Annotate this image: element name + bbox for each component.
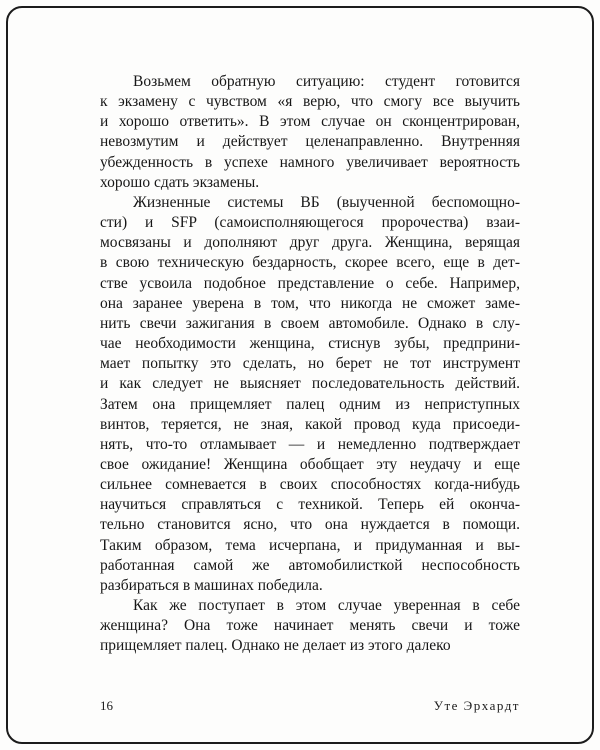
text-line: Возьмем обратную ситуацию: студент готовится bbox=[133, 73, 520, 90]
text-line: тельно становится ясно, что она нуждается в помощи. bbox=[100, 516, 520, 534]
text-line: в свою техническую бездарность, скорее всего, еще в дет- bbox=[100, 254, 520, 272]
text-line: мосвязаны и дополняют друг друга. Женщина, верящая bbox=[100, 234, 520, 252]
text-line: винтов, теряется, не зная, какой провод куда присоеди- bbox=[100, 415, 520, 433]
text-line: она заранее уверена в том, что никогда не сможет заме- bbox=[100, 294, 520, 312]
page-footer bbox=[100, 698, 520, 714]
text-line: нить свечи зажигания в своем автомобиле. Однако в слу- bbox=[100, 314, 520, 332]
text-line: и хорошо ответить». В этом случае он сконцентрирован, bbox=[100, 113, 520, 131]
text-line: Таким образом, тема исчерпана, и придуманная и вы- bbox=[100, 536, 520, 554]
text-line: стве усвоила подобное представление о себе. Например, bbox=[100, 274, 520, 292]
text-line: работанная самой же автомобилисткой неспособность bbox=[100, 556, 520, 574]
text-line: и как следует не выясняет последовательность действий. bbox=[100, 375, 520, 393]
text-line: сильнее сомневается в своих способностях когда-нибудь bbox=[100, 476, 520, 494]
text-line: невозмутим и действует целенаправленно. Внутренняя bbox=[100, 133, 520, 151]
text-line: чае необходимости женщина, стиснув зубы, предприни- bbox=[100, 335, 520, 353]
text-line: свое ожидание! Женщина обобщает эту неудачу и еще bbox=[100, 455, 520, 473]
text-line: мает попытку это сделать, но берет не тот инструмент bbox=[100, 355, 520, 373]
page-number: 16 bbox=[100, 698, 113, 713]
running-author: Уте Эрхардт bbox=[433, 698, 520, 713]
text-line: убежденность в успехе намного увеличивает вероятность bbox=[100, 153, 520, 171]
text-line: женщина? Она тоже начинает менять свечи и тоже bbox=[100, 617, 520, 635]
text-block bbox=[100, 72, 520, 657]
text-line: Как же поступает в этом случае уверенная в себе bbox=[133, 597, 520, 615]
text-line: Затем она прищемляет палец одним из неприступных bbox=[100, 395, 520, 413]
text-line: нять, что-то отламывает — и немедленно подтверждает bbox=[100, 435, 520, 453]
text-line: Жизненные системы ВБ (выученной беспомощно- bbox=[133, 193, 520, 211]
text-line: сти) и SFP (самоисполняющегося пророчества) взаи- bbox=[100, 214, 520, 232]
text-line: научиться справляться с техникой. Теперь ей оконча- bbox=[100, 496, 520, 514]
text-line: хорошо сдать экзамены. bbox=[100, 173, 260, 191]
text-line: разбираться в машинах победила. bbox=[100, 576, 323, 594]
text-line: к экзамену с чувством «я верю, что смогу все выучить bbox=[100, 93, 520, 111]
text-line: прищемляет палец. Однако не делает из этого далеко bbox=[100, 637, 451, 655]
